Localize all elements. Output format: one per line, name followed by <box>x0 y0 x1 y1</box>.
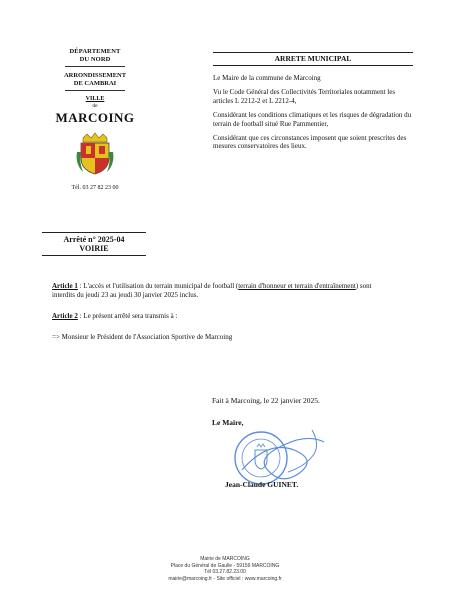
arrete-number: Arrêté n° 2025-04 <box>63 235 125 244</box>
signatory-title: Le Maire, <box>212 418 244 427</box>
footer-line-1: Mairie de MARCOING <box>200 556 250 562</box>
decree-preamble <box>213 52 413 151</box>
divider <box>65 66 125 67</box>
place-date: Fait à Marcoing, le 22 janvier 2025. <box>212 396 320 405</box>
town-crest-icon <box>75 132 115 176</box>
phone-number: Tél. 03 27 82 23 00 <box>71 185 119 191</box>
footer-line-3: Tél 03.27.82.23.00 <box>204 569 246 575</box>
footer-line-2: Place du Général de Gaulle - 59159 MARCOING <box>170 562 280 569</box>
divider <box>42 255 146 256</box>
article-1-text: : L'accès et l'utilisation du terrain municipal de football ( <box>77 282 239 290</box>
article-2-text: : Le présent arrêté sera transmis à : <box>77 312 178 320</box>
decree-title-box <box>213 52 413 66</box>
mayor-line: Le Maire de la commune de Marcoing <box>213 74 321 82</box>
article-1-text-end: ) sont interdits du jeudi 23 au jeudi 30 janvier 2025 inclus. <box>52 282 372 299</box>
considerant-paragraph-1: Considérant les conditions climatiques et les risques de dégradation du terrain de football situé Rue Pammentier, <box>213 111 412 128</box>
signatory-name: Jean-Claude GUINET. <box>225 480 299 489</box>
town-name: MARCOING <box>55 110 135 125</box>
divider <box>65 90 125 91</box>
vu-paragraph: Vu le Code Général des Collectivités Territoriales notamment les articles L 2212-2 et L 2212-4, <box>213 88 396 105</box>
article-1-label: Article 1 <box>52 282 78 290</box>
de-label: de <box>92 103 98 109</box>
article-1-underlined: terrain d'honneur et terrain d'entraînement <box>238 282 356 290</box>
article-1 <box>52 282 396 300</box>
article-2 <box>52 312 396 321</box>
arrondissement-line-2: DE CAMBRAI <box>73 79 117 87</box>
considerant-paragraph-2: Considérant que ces circonstances imposent que soient prescrites des mesures conservatoires des lieux. <box>213 134 407 151</box>
ville-label: VILLE <box>85 96 105 102</box>
municipal-header <box>40 48 150 191</box>
recipient-line: => Monsieur le Président de l'Association Sportive de Marcoing <box>52 333 233 341</box>
arrete-category: VOIRIE <box>79 244 109 253</box>
department-label <box>40 48 150 63</box>
arrete-reference <box>42 232 146 256</box>
arrondissement-label <box>40 72 150 87</box>
footer-line-4: mairie@marcoing.fr - Site officiel : www.marcoing.fr <box>168 575 282 582</box>
decree-title: ARRETE MUNICIPAL <box>274 54 352 63</box>
department-line-1: DÉPARTEMENT <box>69 48 121 55</box>
arrondissement-line-1: ARRONDISSEMENT <box>63 72 127 79</box>
article-2-label: Article 2 <box>52 312 78 320</box>
footer <box>0 556 450 582</box>
divider <box>42 232 146 233</box>
department-line-2: DU NORD <box>79 55 111 63</box>
